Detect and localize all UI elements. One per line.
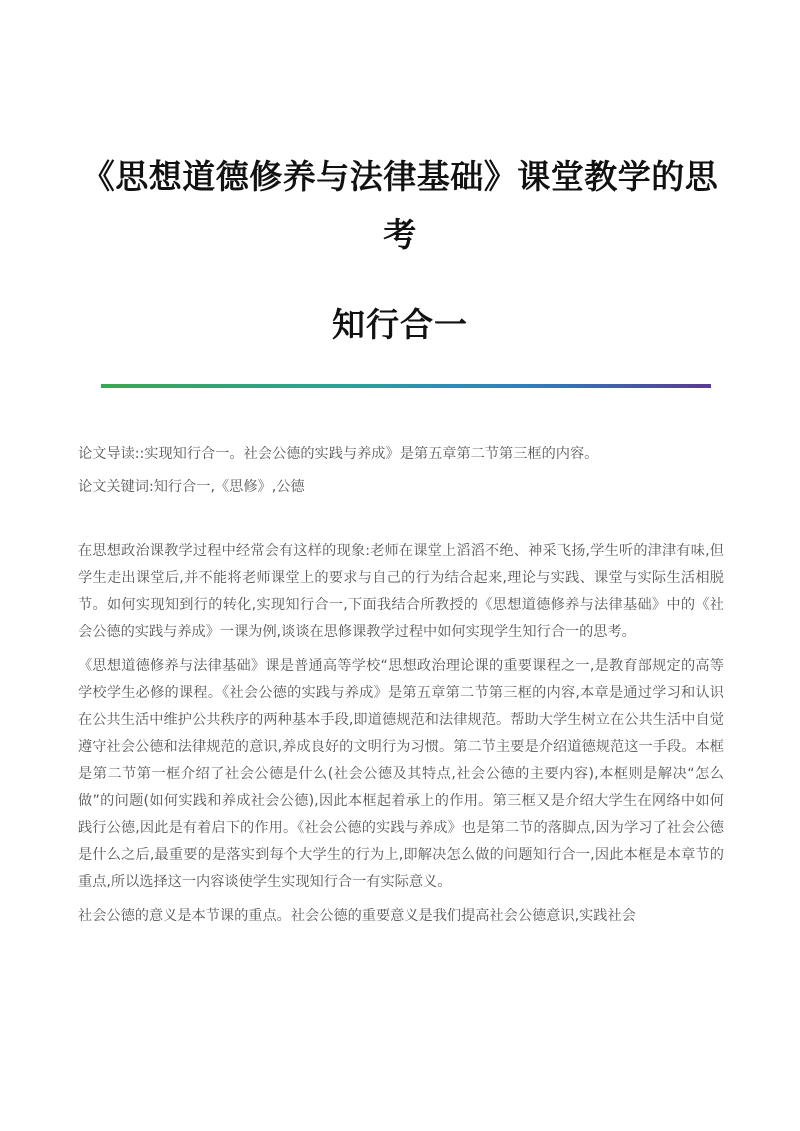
document-subtitle: 知行合一 [332,305,468,344]
document-title: 《思想道德修养与法律基础》课堂教学的思考 [81,157,719,254]
summary-text: :实现知行合一。社会公德的实践与养成》是第五章第二节第三框的内容。 [139,446,599,462]
summary-label: 论文导读: [78,446,140,462]
body-text [78,538,724,937]
summary-line [78,444,728,464]
keywords-label: 论文关键词: [78,479,154,495]
paragraph-1: 在思想政治课教学过程中经常会有这样的现象:老师在课堂上滔滔不绝、神采飞扬,学生听的津津有味,但学生走出课堂后,并不能将老师课堂上的要求与自己的行为结合起来,理论与实践、课堂与实际生活相脱节。如何实现知到行的转化,实现知行合一,下面我结合所教授的《思想道德修养与法律基础》中的《社会公德的实践与养成》一课为例,谈谈在思修课教学过程中如何实现学生知行合一的思考。 [78,543,724,640]
keywords-text: 知行合一,《思修》,公德 [153,479,305,495]
paragraph-2: 《思想道德修养与法律基础》课是普通高等学校“思想政治理论课的重要课程之一,是教育部规定的高等学校学生必修的课程。《社会公德的实践与养成》是第五章第二节第三框的内容,本章是通过学习和认识在公共生活中维护公共秩序的两种基本手段,即道德规范和法律规范。帮助大学生树立在公共生活中自觉遵守社会公德和法律规范的意识,养成良好的文明行为习惯。第二节主要是介绍道德规范这一手段。本框是第二节第一框介绍了社会公德是什么(社会公德及其特点,社会公德的主要内容),本框则是解决“怎么做”的问题(如何实践和养成社会公德),因此本框起着承上的作用。第三框又是介绍大学生在网络中如何践行公德,因此是有着启下的作用。《社会公德的实践与养成》也是第二节的落脚点,因为学习了社会公德是什么之后,最重要的是落实到每个大学生的行为上,即解决怎么做的问题知行合一,因此本框是本章节的重点,所以选择这一内容谈使学生实现知行合一有实际意义。 [78,658,724,890]
paragraph-3: 社会公德的意义是本节课的重点。社会公德的重要意义是我们提高社会公德意识,实践社会 [78,908,636,924]
keywords-line [78,477,728,497]
gradient-divider [101,384,711,388]
